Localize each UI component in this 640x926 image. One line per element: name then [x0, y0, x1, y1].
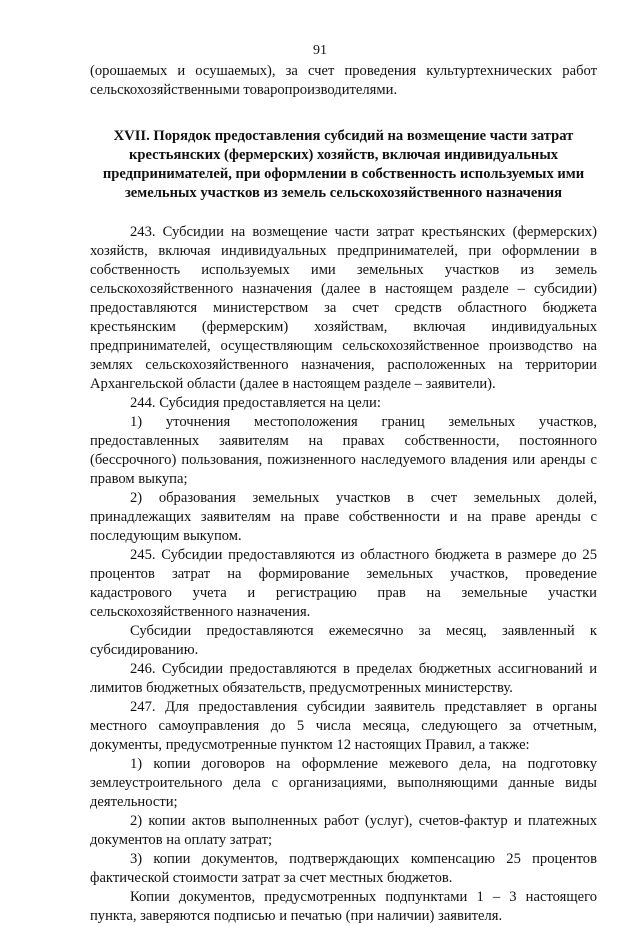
paragraph-244-item-2: 2) образования земельных участков в счет земельных долей, принадлежащих заявителям на праве собственности и на праве аренды с последующим выкупом.: [90, 490, 597, 544]
paragraph-247-item-1: 1) копии договоров на оформление межевого дела, на подготовку землеустроительного дела с организациями, выполняющими данные виды деятельности;: [90, 756, 597, 810]
intro-text: (орошаемых и осушаемых), за счет проведения культуртехнических работ сельскохозяйственными товаропроизводителями.: [90, 63, 597, 98]
paragraph-245: 245. Субсидии предоставляются из областного бюджета в размере до 25 процентов затрат на формирование земельных участков, проведение кадастрового учета и регистрацию прав на земельные участки сельскохозяйственного назначения.: [90, 547, 597, 620]
paragraph-247-item-3: 3) копии документов, подтверждающих компенсацию 25 процентов фактической стоимости затрат за счет местных бюджетов.: [90, 851, 597, 886]
document-body: [90, 62, 597, 926]
paragraph-246: 246. Субсидии предоставляются в пределах бюджетных ассигнований и лимитов бюджетных обязательств, предусмотренных министерству.: [90, 661, 597, 696]
section-heading: XVII. Порядок предоставления субсидий на возмещение части затрат крестьянских (фермерских) хозяйств, включая индивидуальных предпринимателей, при оформлении в собственность используемых ими земельных участков из земель сельскохозяйственного назначения: [102, 128, 585, 201]
paragraph-244-item-1: 1) уточнения местоположения границ земельных участков, предоставленных заявителям на правах собственности, постоянного (бессрочного) пользования, пожизненного наследуемого владения или аренды с правом выкупа;: [90, 414, 597, 487]
page-number: 91: [313, 43, 327, 58]
paragraph-243: 243. Субсидии на возмещение части затрат крестьянских (фермерских) хозяйств, включая индивидуальных предпринимателей, при оформлении в собственность используемых ими земельных участков из земель сельскохозяйственного назначения (далее в настоящем разделе – субсидии) предоставляются министерством за счет средств областного бюджета крестьянским (фермерским) хозяйствам, включая индивидуальных предпринимателей, осуществляющим сельскохозяйственное производство на землях сельскохозяйственного назначения, расположенных на территории Архангельской области (далее в настоящем разделе – заявители).: [90, 224, 597, 392]
paragraph-247: 247. Для предоставления субсидии заявитель представляет в органы местного самоуправления до 5 числа месяца, следующего за отчетным, документы, предусмотренные пунктом 12 настоящих Правил, а также:: [90, 699, 597, 753]
paragraph-247-item-2: 2) копии актов выполненных работ (услуг), счетов-фактур и платежных документов на оплату затрат;: [90, 813, 597, 848]
paragraph-244: 244. Субсидия предоставляется на цели:: [130, 395, 381, 411]
paragraph-245-note: Субсидии предоставляются ежемесячно за месяц, заявленный к субсидированию.: [90, 623, 597, 658]
paragraph-247-note: Копии документов, предусмотренных подпунктами 1 – 3 настоящего пункта, заверяются подписью и печатью (при наличии) заявителя.: [90, 889, 597, 924]
